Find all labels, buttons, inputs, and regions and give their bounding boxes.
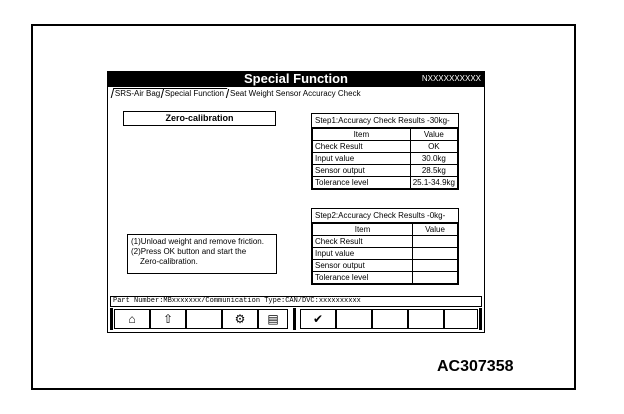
col-value: Value: [410, 129, 457, 141]
step2-title: Step2:Accuracy Check Results -0kg-: [312, 209, 458, 223]
instruction-box: [127, 234, 277, 274]
instruction-line: (2)Press OK button and start the: [131, 247, 247, 256]
table-row: Sensor output: [313, 260, 458, 272]
tab-special-function[interactable]: Special Function: [161, 88, 228, 98]
ok-button[interactable]: [300, 309, 336, 329]
step1-table: [312, 128, 458, 189]
title-bar: [108, 72, 484, 87]
checkmark-icon: ✔: [312, 312, 324, 326]
col-value: Value: [413, 224, 458, 236]
print-icon: ▤: [267, 312, 279, 326]
table-row: Tolerance level 25.1-34.9kg: [313, 177, 458, 189]
zero-calibration-button[interactable]: Zero-calibration: [123, 111, 276, 126]
instruction-line: (1)Unload weight and remove friction.: [131, 237, 264, 246]
home-button[interactable]: [114, 309, 150, 329]
empty-button[interactable]: [336, 309, 372, 329]
step1-title: Step1:Accuracy Check Results -30kg-: [312, 114, 458, 128]
empty-button[interactable]: [372, 309, 408, 329]
diagnostic-screen: [107, 71, 485, 333]
table-row: Sensor output 28.5kg: [313, 165, 458, 177]
tab-srs-air-bag[interactable]: SRS-Air Bag: [111, 88, 164, 98]
vin-label: NXXXXXXXXXX: [421, 74, 481, 83]
figure-caption: AC307358: [437, 358, 514, 375]
breadcrumb-tabs: [112, 88, 362, 98]
back-icon: ⇧: [162, 312, 174, 326]
back-button[interactable]: [150, 309, 186, 329]
table-row: Tolerance level: [313, 272, 458, 284]
table-row: Input value 30.0kg: [313, 153, 458, 165]
table-row: Input value: [313, 248, 458, 260]
tab-seat-weight-sensor[interactable]: Seat Weight Sensor Accuracy Check: [225, 89, 363, 98]
page-title: Special Function: [243, 71, 348, 86]
empty-button[interactable]: [408, 309, 444, 329]
step2-table: [312, 223, 458, 284]
step1-panel: [311, 113, 459, 190]
print-button[interactable]: [258, 309, 288, 329]
table-row: Check Result OK: [313, 141, 458, 153]
status-bar: Part Number:MBxxxxxxx/Communication Type:CAN/DVC:xxxxxxxxxx: [110, 296, 482, 307]
empty-button[interactable]: [186, 309, 222, 329]
col-item: Item: [313, 224, 413, 236]
table-row: Check Result: [313, 236, 458, 248]
home-icon: ⌂: [128, 312, 136, 326]
instruction-line: Zero-calibration.: [140, 257, 198, 266]
toolbar: [110, 308, 482, 330]
gear-icon: ⚙: [234, 312, 246, 326]
empty-button[interactable]: [444, 309, 478, 329]
step2-panel: [311, 208, 459, 285]
col-item: Item: [313, 129, 411, 141]
settings-button[interactable]: [222, 309, 258, 329]
